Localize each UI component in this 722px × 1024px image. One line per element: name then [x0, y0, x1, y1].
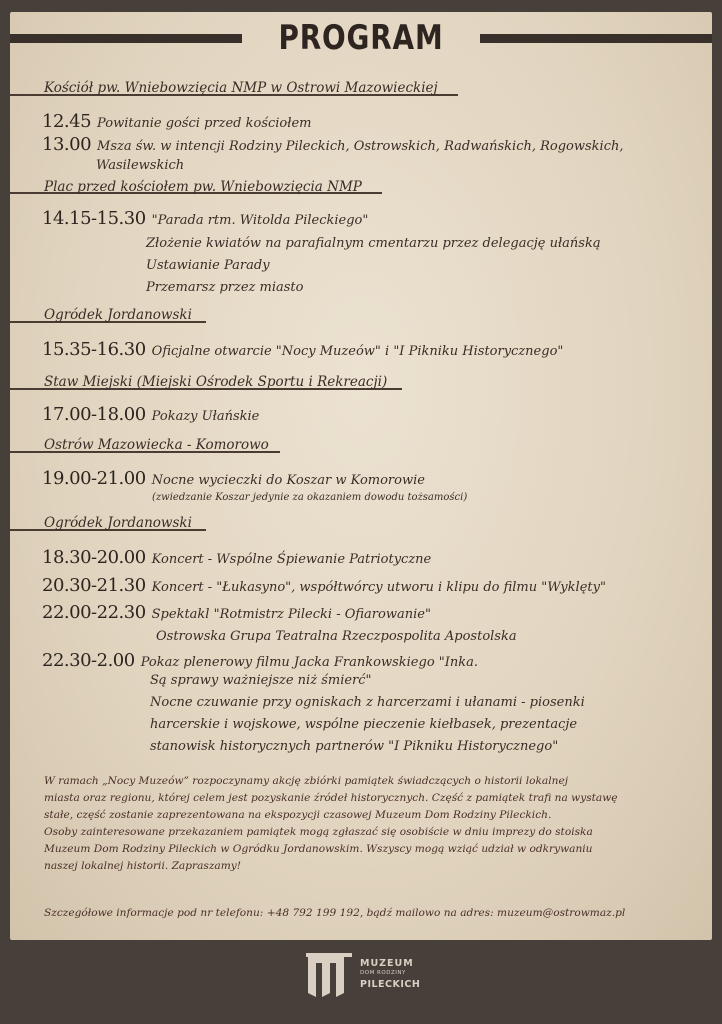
- logo-text-dom-rodziny: DOM RODZINY: [360, 970, 406, 976]
- schedule-text: Nocne wycieczki do Koszar w Komorowie: [151, 473, 425, 488]
- schedule-time: 18.30-20.00: [42, 547, 146, 568]
- logo-text-pileckich: PILECKICH: [360, 979, 421, 990]
- schedule-row: [42, 468, 425, 489]
- info-line: W ramach „Nocy Muzeów” rozpoczynamy akcję zbiórki pamiątek świadczących o historii lokalnej: [44, 775, 568, 787]
- schedule-subline: stanowisk historycznych partnerów "I Pikniku Historycznego": [150, 739, 559, 754]
- page-title: PROGRAM: [278, 18, 444, 58]
- schedule-subline: Nocne czuwanie przy ogniskach z harcerzami i ułanami - piosenki: [150, 695, 585, 710]
- schedule-time: 12.45: [42, 111, 92, 132]
- schedule-text: Koncert - Wspólne Śpiewanie Patriotyczne: [151, 552, 432, 567]
- schedule-row: [42, 602, 431, 623]
- schedule-time: 13.00: [42, 134, 92, 155]
- schedule-time: 17.00-18.00: [42, 404, 146, 425]
- schedule-time: 19.00-21.00: [42, 468, 146, 489]
- schedule-subline: Przemarsz przez miasto: [146, 280, 304, 295]
- section-heading: Ogródek Jordanowski: [44, 515, 192, 531]
- schedule-row: [42, 134, 624, 155]
- schedule-subline: harcerskie i wojskowe, wspólne pieczenie kiełbasek, prezentacje: [150, 717, 578, 732]
- schedule-time: 22.00-22.30: [42, 602, 146, 623]
- schedule-text: Koncert - "Łukasyno", współtwórcy utworu i klipu do filmu "Wyklęty": [151, 580, 606, 595]
- schedule-row: [42, 208, 368, 229]
- schedule-time: 22.30-2.00: [42, 650, 135, 671]
- section-heading: Ostrów Mazowiecka - Komorowo: [44, 437, 269, 453]
- contact-info: Szczegółowe informacje pod nr telefonu: +48 792 199 192, bądź mailowo na adres: muzeum@ostrowmaz.pl: [44, 907, 626, 919]
- museum-logo-icon: [304, 953, 354, 999]
- schedule-text: Oficjalne otwarcie "Nocy Muzeów" i "I Pikniku Historycznego": [151, 344, 564, 359]
- schedule-text: Powitanie gości przed kościołem: [97, 116, 312, 131]
- schedule-text: Pokazy Ułańskie: [151, 409, 260, 424]
- info-line: miasta oraz regionu, której celem jest pozyskanie źródeł historycznych. Część z pamiątek trafi na wystawę: [44, 792, 618, 804]
- schedule-subline: Są sprawy ważniejsze niż śmierć": [150, 673, 372, 688]
- schedule-subline: Ustawianie Parady: [146, 258, 270, 273]
- logo-text-museum: MUZEUM: [360, 958, 414, 969]
- section-heading: Kościół pw. Wniebowzięcia NMP w Ostrowi Mazowieckiej: [44, 80, 438, 96]
- schedule-text-continued: Wasilewskich: [96, 158, 185, 173]
- info-line: Osoby zainteresowane przekazaniem pamiątek mogą zgłaszać się osobiście w dniu imprezy do stoiska: [44, 826, 593, 838]
- section-heading: Plac przed kościołem pw. Wniebowzięcia NMP: [44, 179, 362, 195]
- schedule-subline: Złożenie kwiatów na parafialnym cmentarzu przez delegację ułańską: [146, 236, 601, 251]
- schedule-time: 15.35-16.30: [42, 339, 146, 360]
- schedule-text: "Parada rtm. Witolda Pileckiego": [151, 213, 369, 228]
- schedule-row: [42, 575, 606, 596]
- schedule-text: Msza św. w intencji Rodziny Pileckich, Ostrowskich, Radwańskich, Rogowskich,: [97, 139, 624, 154]
- schedule-row: [42, 547, 431, 568]
- schedule-time: 14.15-15.30: [42, 208, 146, 229]
- info-line: stałe, część zostanie zaprezentowana na ekspozycji czasowej Muzeum Dom Rodziny Pileckich.: [44, 809, 552, 821]
- schedule-row: [42, 404, 259, 425]
- schedule-time: 20.30-21.30: [42, 575, 146, 596]
- schedule-row: [42, 650, 478, 671]
- schedule-text: Pokaz plenerowy filmu Jacka Frankowskiego "Inka.: [140, 655, 479, 670]
- info-paragraph: [44, 773, 684, 875]
- museum-logo: [304, 953, 454, 1001]
- info-line: naszej lokalnej historii. Zapraszamy!: [44, 860, 242, 872]
- section-heading: Ogródek Jordanowski: [44, 307, 192, 323]
- schedule-note: (zwiedzanie Koszar jedynie za okazaniem dowodu tożsamości): [152, 492, 468, 503]
- section-heading: Staw Miejski (Miejski Ośrodek Sportu i Rekreacji): [44, 374, 388, 390]
- info-line: Muzeum Dom Rodziny Pileckich w Ogródku Jordanowskim. Wszyscy mogą wziąć udział w odkrywaniu: [44, 843, 593, 855]
- schedule-text: Spektakl "Rotmistrz Pilecki - Ofiarowanie": [151, 607, 431, 622]
- schedule-subline: Ostrowska Grupa Teatralna Rzeczpospolita Apostolska: [156, 629, 517, 644]
- schedule-row: [42, 339, 563, 360]
- schedule-row: [42, 111, 312, 132]
